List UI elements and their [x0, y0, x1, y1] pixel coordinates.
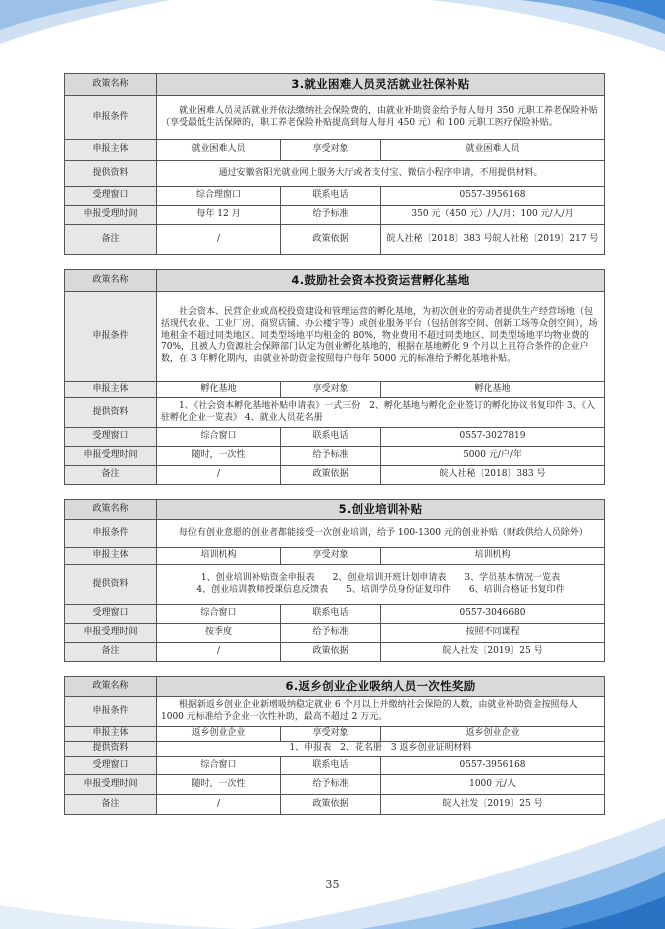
policy-name-label: 政策名称 — [65, 74, 157, 96]
time-value: 每年 12 月 — [157, 206, 281, 225]
standard-value: 1000 元/人 — [381, 775, 605, 795]
beneficiary-value: 培训机构 — [381, 548, 605, 565]
standard-label: 给予标准 — [281, 775, 381, 795]
policy-name-label: 政策名称 — [65, 500, 157, 520]
phone-value: 0557-3956168 — [381, 757, 605, 775]
beneficiary-label: 享受对象 — [281, 548, 381, 565]
phone-label: 联系电话 — [281, 605, 381, 624]
materials-text: 1、申报表 2、花名册 3 返乡创业证明材料 — [157, 742, 605, 757]
basis-label: 政策依据 — [281, 225, 381, 255]
materials-text — [157, 565, 605, 605]
materials-text: 通过安徽省阳光就业网上服务大厅或者支付宝、微信小程序申请，不用提供材料。 — [157, 161, 605, 187]
policy-title: 4.鼓励社会资本投资运营孵化基地 — [157, 270, 605, 292]
window-label: 受理窗口 — [65, 428, 157, 447]
materials-label: 提供资料 — [65, 565, 157, 605]
time-label: 申报受理时间 — [65, 206, 157, 225]
conditions-label: 申报条件 — [65, 520, 157, 548]
conditions-text: 根据新返乡创业企业新增吸纳稳定就业 6 个月以上并缴纳社会保险的人数，由就业补助资金按照每人 1000 元标准给予企业一次性补助，最高不超过 2 万元。 — [157, 697, 605, 727]
beneficiary-value: 就业困难人员 — [381, 140, 605, 161]
window-value: 综合窗口 — [157, 428, 281, 447]
subject-label: 申报主体 — [65, 548, 157, 565]
subject-label: 申报主体 — [65, 727, 157, 742]
standard-value: 5000 元/户/年 — [381, 447, 605, 466]
beneficiary-label: 享受对象 — [281, 140, 381, 161]
basis-label: 政策依据 — [281, 795, 381, 815]
remarks-value: / — [157, 643, 281, 662]
basis-value: 皖人社发〔2019〕25 号 — [381, 643, 605, 662]
subject-value: 返乡创业企业 — [157, 727, 281, 742]
policy-name-label: 政策名称 — [65, 677, 157, 697]
time-value: 随时，一次性 — [157, 775, 281, 795]
basis-label: 政策依据 — [281, 643, 381, 662]
standard-value: 按照不同课程 — [381, 624, 605, 643]
conditions-text: 就业困难人员灵活就业并依法缴纳社会保险费的，由就业补助资金给予每人每月 350 元职工养老保险补贴（享受最低生活保障的，职工养老保险补贴提高到每人每月 450 元）和 100 元职工医疗保险补贴。 — [157, 96, 605, 140]
standard-value: 350 元（450 元）/人/月；100 元/人/月 — [381, 206, 605, 225]
policy-title: 3.就业困难人员灵活就业社保补贴 — [157, 74, 605, 96]
standard-label: 给予标准 — [281, 624, 381, 643]
time-label: 申报受理时间 — [65, 624, 157, 643]
remarks-label: 备注 — [65, 466, 157, 485]
time-value: 随时，一次性 — [157, 447, 281, 466]
window-value: 综合理窗口 — [157, 187, 281, 206]
remarks-label: 备注 — [65, 643, 157, 662]
beneficiary-value: 返乡创业企业 — [381, 727, 605, 742]
policy-table-6 — [64, 676, 605, 815]
beneficiary-value: 孵化基地 — [381, 382, 605, 398]
standard-label: 给予标准 — [281, 206, 381, 225]
basis-value: 皖人社秘〔2018〕383 号 — [381, 466, 605, 485]
phone-value: 0557-3046680 — [381, 605, 605, 624]
subject-value: 孵化基地 — [157, 382, 281, 398]
materials-line-2: 4、创业培训教师授课信息反馈表 5、培训学员身份证复印件 6、培训合格证书复印件 — [196, 584, 565, 595]
policy-name-label: 政策名称 — [65, 270, 157, 292]
phone-label: 联系电话 — [281, 757, 381, 775]
policy-title: 5.创业培训补贴 — [157, 500, 605, 520]
standard-label: 给予标准 — [281, 447, 381, 466]
window-label: 受理窗口 — [65, 187, 157, 206]
window-label: 受理窗口 — [65, 605, 157, 624]
time-value: 按季度 — [157, 624, 281, 643]
policy-table-4 — [64, 269, 605, 485]
phone-value: 0557-3956168 — [381, 187, 605, 206]
window-value: 综合窗口 — [157, 757, 281, 775]
conditions-label: 申报条件 — [65, 292, 157, 382]
basis-label: 政策依据 — [281, 466, 381, 485]
subject-label: 申报主体 — [65, 140, 157, 161]
remarks-value: / — [157, 225, 281, 255]
beneficiary-label: 享受对象 — [281, 727, 381, 742]
remarks-value: / — [157, 466, 281, 485]
policy-tables — [64, 73, 604, 815]
subject-value: 就业困难人员 — [157, 140, 281, 161]
phone-value: 0557-3027819 — [381, 428, 605, 447]
policy-table-3 — [64, 73, 605, 255]
page-number: 35 — [325, 878, 340, 891]
conditions-text: 每位有创业意愿的创业者都能接受一次创业培训，给予 100-1300 元的创业补贴（财政供给人员除外） — [157, 520, 605, 548]
basis-value: 皖人社秘〔2018〕383 号皖人社秘〔2019〕217 号 — [381, 225, 605, 255]
subject-value: 培训机构 — [157, 548, 281, 565]
window-label: 受理窗口 — [65, 757, 157, 775]
conditions-label: 申报条件 — [65, 697, 157, 727]
phone-label: 联系电话 — [281, 187, 381, 206]
materials-label: 提供资料 — [65, 742, 157, 757]
materials-label: 提供资料 — [65, 161, 157, 187]
conditions-label: 申报条件 — [65, 96, 157, 140]
window-value: 综合窗口 — [157, 605, 281, 624]
materials-line-1: 1、创业培训补贴资金申报表 2、创业培训开班计划申请表 3、学员基本情况一览表 — [200, 572, 561, 583]
policy-title: 6.返乡创业企业吸纳人员一次性奖励 — [157, 677, 605, 697]
remarks-label: 备注 — [65, 225, 157, 255]
policy-table-5 — [64, 499, 605, 662]
remarks-value: / — [157, 795, 281, 815]
basis-value: 皖人社发〔2019〕25 号 — [381, 795, 605, 815]
remarks-label: 备注 — [65, 795, 157, 815]
time-label: 申报受理时间 — [65, 447, 157, 466]
conditions-text: 社会资本、民营企业或高校投资建设和管理运营的孵化基地，为初次创业的劳动者提供生产经营场地（包括现代农业、工业厂房、商贸店铺、办公楼宇等）或创业服务平台（包括创客空间、创新工场等众创空间），场地租金不超过同类地区、同类型场地平均租金的 80%，物业费用不超过同类地区、同类型场地平均物业费的 70%，且被人力资源社会保障部门认定为创业孵化基地的，根据在基地孵化 9 个月以上且符合条件的企业户数，在 3 年孵化期内，由就业补助资金按照每户每年 5000 元的标准给予孵化基地补贴。 — [157, 292, 605, 382]
time-label: 申报受理时间 — [65, 775, 157, 795]
subject-label: 申报主体 — [65, 382, 157, 398]
phone-label: 联系电话 — [281, 428, 381, 447]
materials-label: 提供资料 — [65, 398, 157, 428]
beneficiary-label: 享受对象 — [281, 382, 381, 398]
materials-text: 1、《社会资本孵化基地补贴申请表》一式三份 2、孵化基地与孵化企业签订的孵化协议书复印件 3、《入驻孵化企业一览表》 4、就业人员花名册 — [157, 398, 605, 428]
